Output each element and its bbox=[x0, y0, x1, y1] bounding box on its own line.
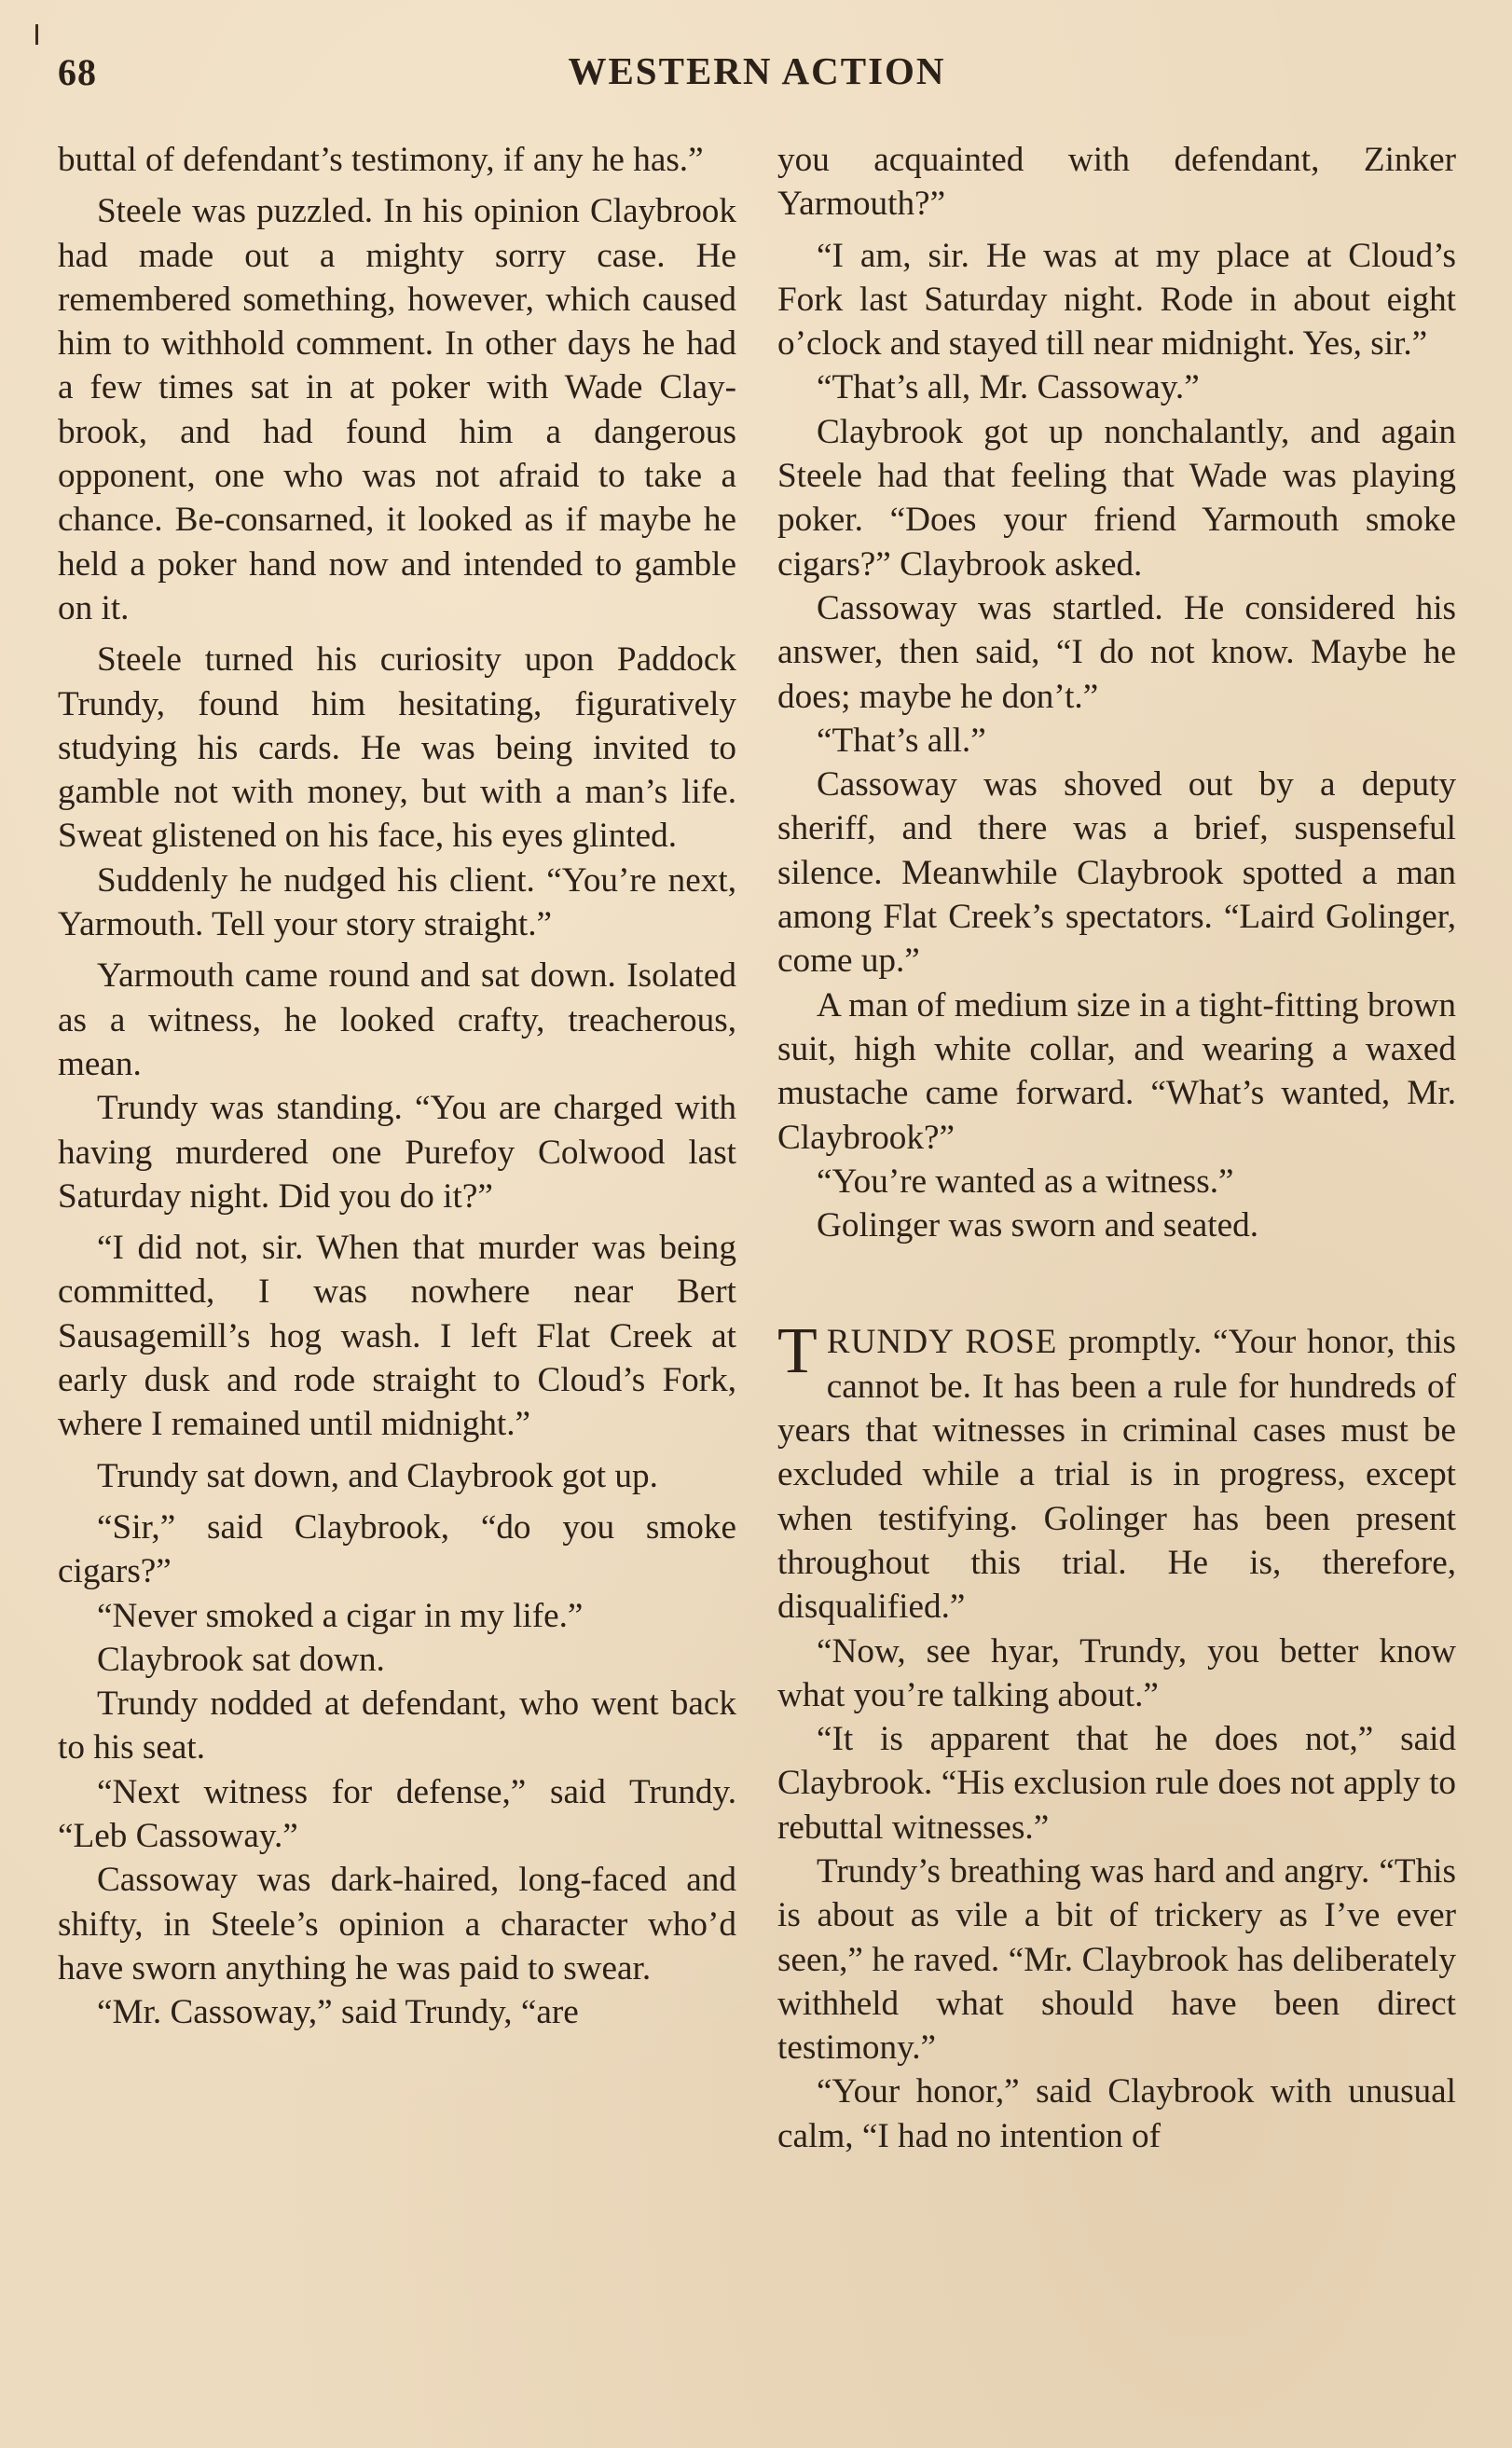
paragraph: “Now, see hyar, Trundy, you better know what you’re talking about.” bbox=[777, 1631, 1456, 1714]
paragraph: “That’s all, Mr. Cassoway.” bbox=[817, 368, 1200, 407]
paragraph: “Mr. Cassoway,” said Trundy, “are bbox=[97, 1993, 579, 2032]
paragraph: Claybrook sat down. bbox=[97, 1640, 385, 1679]
paragraph: Cassoway was dark-haired, long-faced and shifty, in Steele’s opinion a character who’d have sworn anything he was paid to swear. bbox=[58, 1861, 736, 1987]
paragraph: Steele was puzzled. In his opinion Claybrook had made out a mighty sorry case. He remembered something, however, which caused him to withhold comment. In other days he had a few times sat in at poker with Wade Claybrook, and had found him a dangerous opponent, one who was not afraid to take a chance. Be-consarned, it looked as if maybe he held a poker hand now and intended to gamble on it. bbox=[58, 192, 736, 627]
paragraph: Yarmouth came round and sat down. Isolated as a witness, he looked crafty, treacherous, mean. bbox=[58, 956, 736, 1083]
paragraph: “Next witness for defense,” said Trundy. “Leb Cassoway.” bbox=[58, 1772, 736, 1855]
left-column bbox=[58, 138, 736, 2034]
right-column bbox=[777, 138, 1456, 2158]
paragraph: Golinger was sworn and seated. bbox=[817, 1206, 1259, 1245]
paragraph: “It is apparent that he does not,” said Claybrook. “His exclusion rule does not apply to rebuttal witnesses.” bbox=[777, 1720, 1456, 1847]
section-opening-paragraph bbox=[777, 1315, 1456, 1629]
paragraph: Trundy nodded at defendant, who went back to his seat. bbox=[58, 1685, 736, 1767]
paragraph: buttal of defendant’s testimony, if any he has.” bbox=[58, 141, 704, 179]
paragraph: Steele turned his curiosity upon Paddock Trundy, found him hesitating, figuratively studying his cards. He was being invited to gamble not with money, but with a man’s life. Sweat glistened on his face, his eyes glinted. bbox=[58, 640, 736, 856]
paragraph: Suddenly he nudged his client. “You’re next, Yarmouth. Tell your story straight.” bbox=[58, 860, 736, 944]
paragraph: Trundy’s breathing was hard and angry. “This is about as vile a bit of trickery as I’ve ever seen,” he raved. “Mr. Claybrook has deliberately withheld what should have been direct testimony.” bbox=[777, 1851, 1456, 2068]
paragraph: “Never smoked a cigar in my life.” bbox=[97, 1596, 584, 1635]
magazine-title: WESTERN ACTION bbox=[568, 49, 946, 92]
paragraph: Cassoway was shoved out by a deputy sheriff, and there was a brief, suspenseful silence. Meanwhile Claybrook spotted a man among Flat Creek’s spectators. “Laird Golinger, come up.” bbox=[777, 765, 1456, 981]
paragraph: “That’s all.” bbox=[817, 721, 986, 760]
page-number: 68 bbox=[58, 51, 97, 93]
drop-cap: T bbox=[777, 1315, 818, 1388]
page-header bbox=[58, 45, 1456, 101]
paragraph: Claybrook got up nonchalantly, and again Steele had that feeling that Wade was playing poker. “Does your friend Yarmouth smoke cigars?” Claybrook asked. bbox=[777, 412, 1456, 584]
paragraph: “Sir,” said Claybrook, “do you smoke cigars?” bbox=[58, 1507, 736, 1591]
margin-mark bbox=[35, 24, 38, 45]
lead-in-caps: RUNDY ROSE bbox=[826, 1323, 1058, 1362]
paragraph: you acquainted with defendant, Zinker Yarmouth?” bbox=[777, 141, 1456, 224]
paragraph: “I did not, sir. When that murder was being committed, I was nowhere near Bert Sausagemill’s hog wash. I left Flat Creek at early dusk and rode straight to Cloud’s Fork, where I remained until midnight.” bbox=[58, 1229, 736, 1444]
paragraph-text: promptly. “Your honor, this cannot be. It has been a rule for hundreds of years that witnesses in criminal cases must be excluded while a trial is in progress, except when testifying. Golinger has been present throughout this trial. He is, therefore, disqualified.” bbox=[777, 1323, 1456, 1627]
paragraph: Trundy was standing. “You are charged with having murdered one Purefoy Colwood last Saturday night. Did you do it?” bbox=[58, 1089, 736, 1216]
paragraph: “You’re wanted as a witness.” bbox=[817, 1162, 1234, 1201]
paragraph: Cassoway was startled. He considered his answer, then said, “I do not know. Maybe he does; maybe he don’t.” bbox=[777, 588, 1456, 716]
paragraph: “Your honor,” said Claybrook with unusual calm, “I had no intention of bbox=[777, 2072, 1456, 2155]
paragraph: Trundy sat down, and Claybrook got up. bbox=[97, 1456, 658, 1495]
paragraph: “I am, sir. He was at my place at Cloud’s Fork last Saturday night. Rode in about eight o’clock and stayed till near midnight. Yes, sir.” bbox=[777, 236, 1456, 364]
paragraph: A man of medium size in a tight-fitting brown suit, high white collar, and wearing a waxed mustache came forward. “What’s wanted, Mr. Claybrook?” bbox=[777, 985, 1456, 1157]
